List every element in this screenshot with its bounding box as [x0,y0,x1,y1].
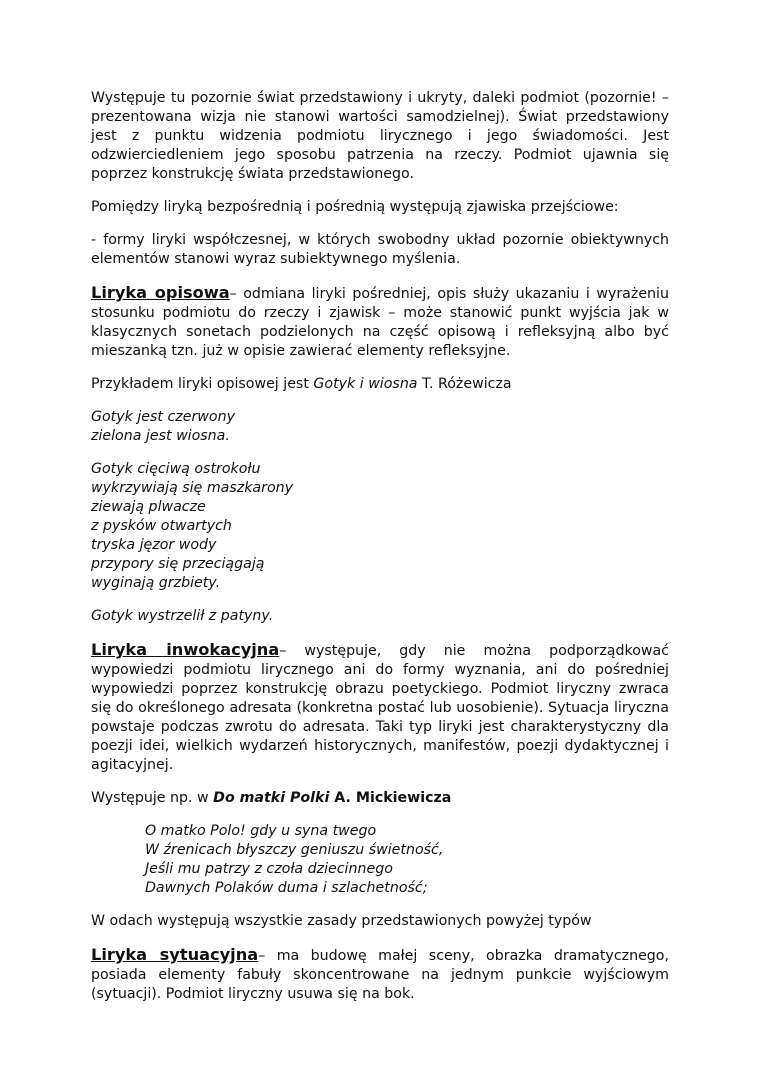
inwokacyjna-example-author: A. Mickiewicza [329,790,452,806]
opisowa-example-title: Gotyk i wiosna [313,376,418,392]
paragraph-intro: Występuje tu pozornie świat przedstawiony i ukryty, daleki podmiot (pozornie! – prezentowana wizja nie stanowi wartości samodzielnej). Świat przedstawiony jest z punktu widzenia podmiotu lirycznego i jego świadomości. Jest odzwierciedleniem jego sposobu patrzenia na rzeczy. Podmiot ujawnia się poprzez konstrukcję świata przedstawionego. [91,90,669,182]
poem-line: przypory się przeciągają [91,556,265,572]
paragraph-transition: Pomiędzy liryką bezpośrednią i pośrednią występują zjawiska przejściowe: [91,199,619,215]
heading-liryka-inwokacyjna: Liryka inwokacyjna [91,640,280,659]
heading-liryka-opisowa: Liryka opisowa [91,283,230,302]
poem-gotyk-stanza-2 [91,460,669,593]
section-liryka-opisowa [91,283,669,361]
poem-line: W źrenicach błyszczy geniuszu świetność, [145,842,444,858]
poem-line: wyginają grzbiety. [91,575,221,591]
opisowa-definition: – odmiana liryki pośredniej, opis służy ukazaniu i wyrażeniu stosunku podmiotu do rzeczy i zjawisk – może stanowić punkt wyjścia jak w klasycznych sonetach podzielonych na część opisową i refleksyjną albo być mieszanką tzn. już w opisie zawierać elementy refleksyjne. [91,286,669,359]
poem-line: tryska jęzor wody [91,537,217,553]
section-liryka-inwokacyjna [91,640,669,775]
poem-gotyk-stanza-1 [91,408,669,446]
inwokacyjna-example-prefix: Występuje np. w [91,790,214,806]
section-liryka-sytuacyjna [91,945,669,1004]
poem-line: O matko Polo! gdy u syna twego [145,823,377,839]
opisowa-example-line [91,375,669,394]
poem-line: Jeśli mu patrzy z czoła dziecinnego [145,861,393,877]
poem-line: ziewają plwacze [91,499,206,515]
poem-line: z pysków otwartych [91,518,232,534]
opisowa-example-author: T. Różewicza [417,376,512,392]
inwokacyjna-example-title: Do matki Polki [213,790,330,806]
document-page [91,89,669,1018]
poem-line: Gotyk jest czerwony [91,409,235,425]
paragraph-odach: W odach występują wszystkie zasady przedstawionych powyżej typów [91,913,592,929]
poem-line: Dawnych Polaków duma i szlachetność; [145,880,428,896]
poem-line: wykrzywiają się maszkarony [91,480,294,496]
poem-do-matki-polki [91,822,669,898]
poem-line: zielona jest wiosna. [91,428,230,444]
sytuacyjna-definition: – ma budowę małej sceny, obrazka dramatycznego, posiada elementy fabuły skoncentrowane na jednym punkcie wyjściowym (sytuacji). Podmiot liryczny usuwa się na bok. [91,948,669,1002]
heading-liryka-sytuacyjna: Liryka sytuacyjna [91,945,259,964]
poem-line: Gotyk cięciwą ostrokołu [91,461,261,477]
opisowa-example-prefix: Przykładem liryki opisowej jest [91,376,314,392]
inwokacyjna-example-line [91,789,669,808]
inwokacyjna-definition: – występuje, gdy nie można podporządkować wypowiedzi podmiotu lirycznego ani do formy wyznania, ani do pośredniej wypowiedzi poprzez konstrukcję obrazu poetyckiego. Podmiot liryczny zwraca się do określonego adresata (konkretna postać lub uosobienie). Sytuacja liryczna powstaje podczas zwrotu do adresata. Taki typ liryki jest charakterystyczny dla poezji idei, wielkich wydarzeń historycznych, manifestów, poezji dydaktycznej i agitacyjnej. [91,643,669,773]
poem-line: Gotyk wystrzelił z patyny. [91,608,274,624]
paragraph-contemporary-forms: - formy liryki współczesnej, w których swobodny układ pozornie obiektywnych elementów stanowi wyraz subiektywnego myślenia. [91,232,669,267]
poem-gotyk-stanza-3 [91,607,669,626]
